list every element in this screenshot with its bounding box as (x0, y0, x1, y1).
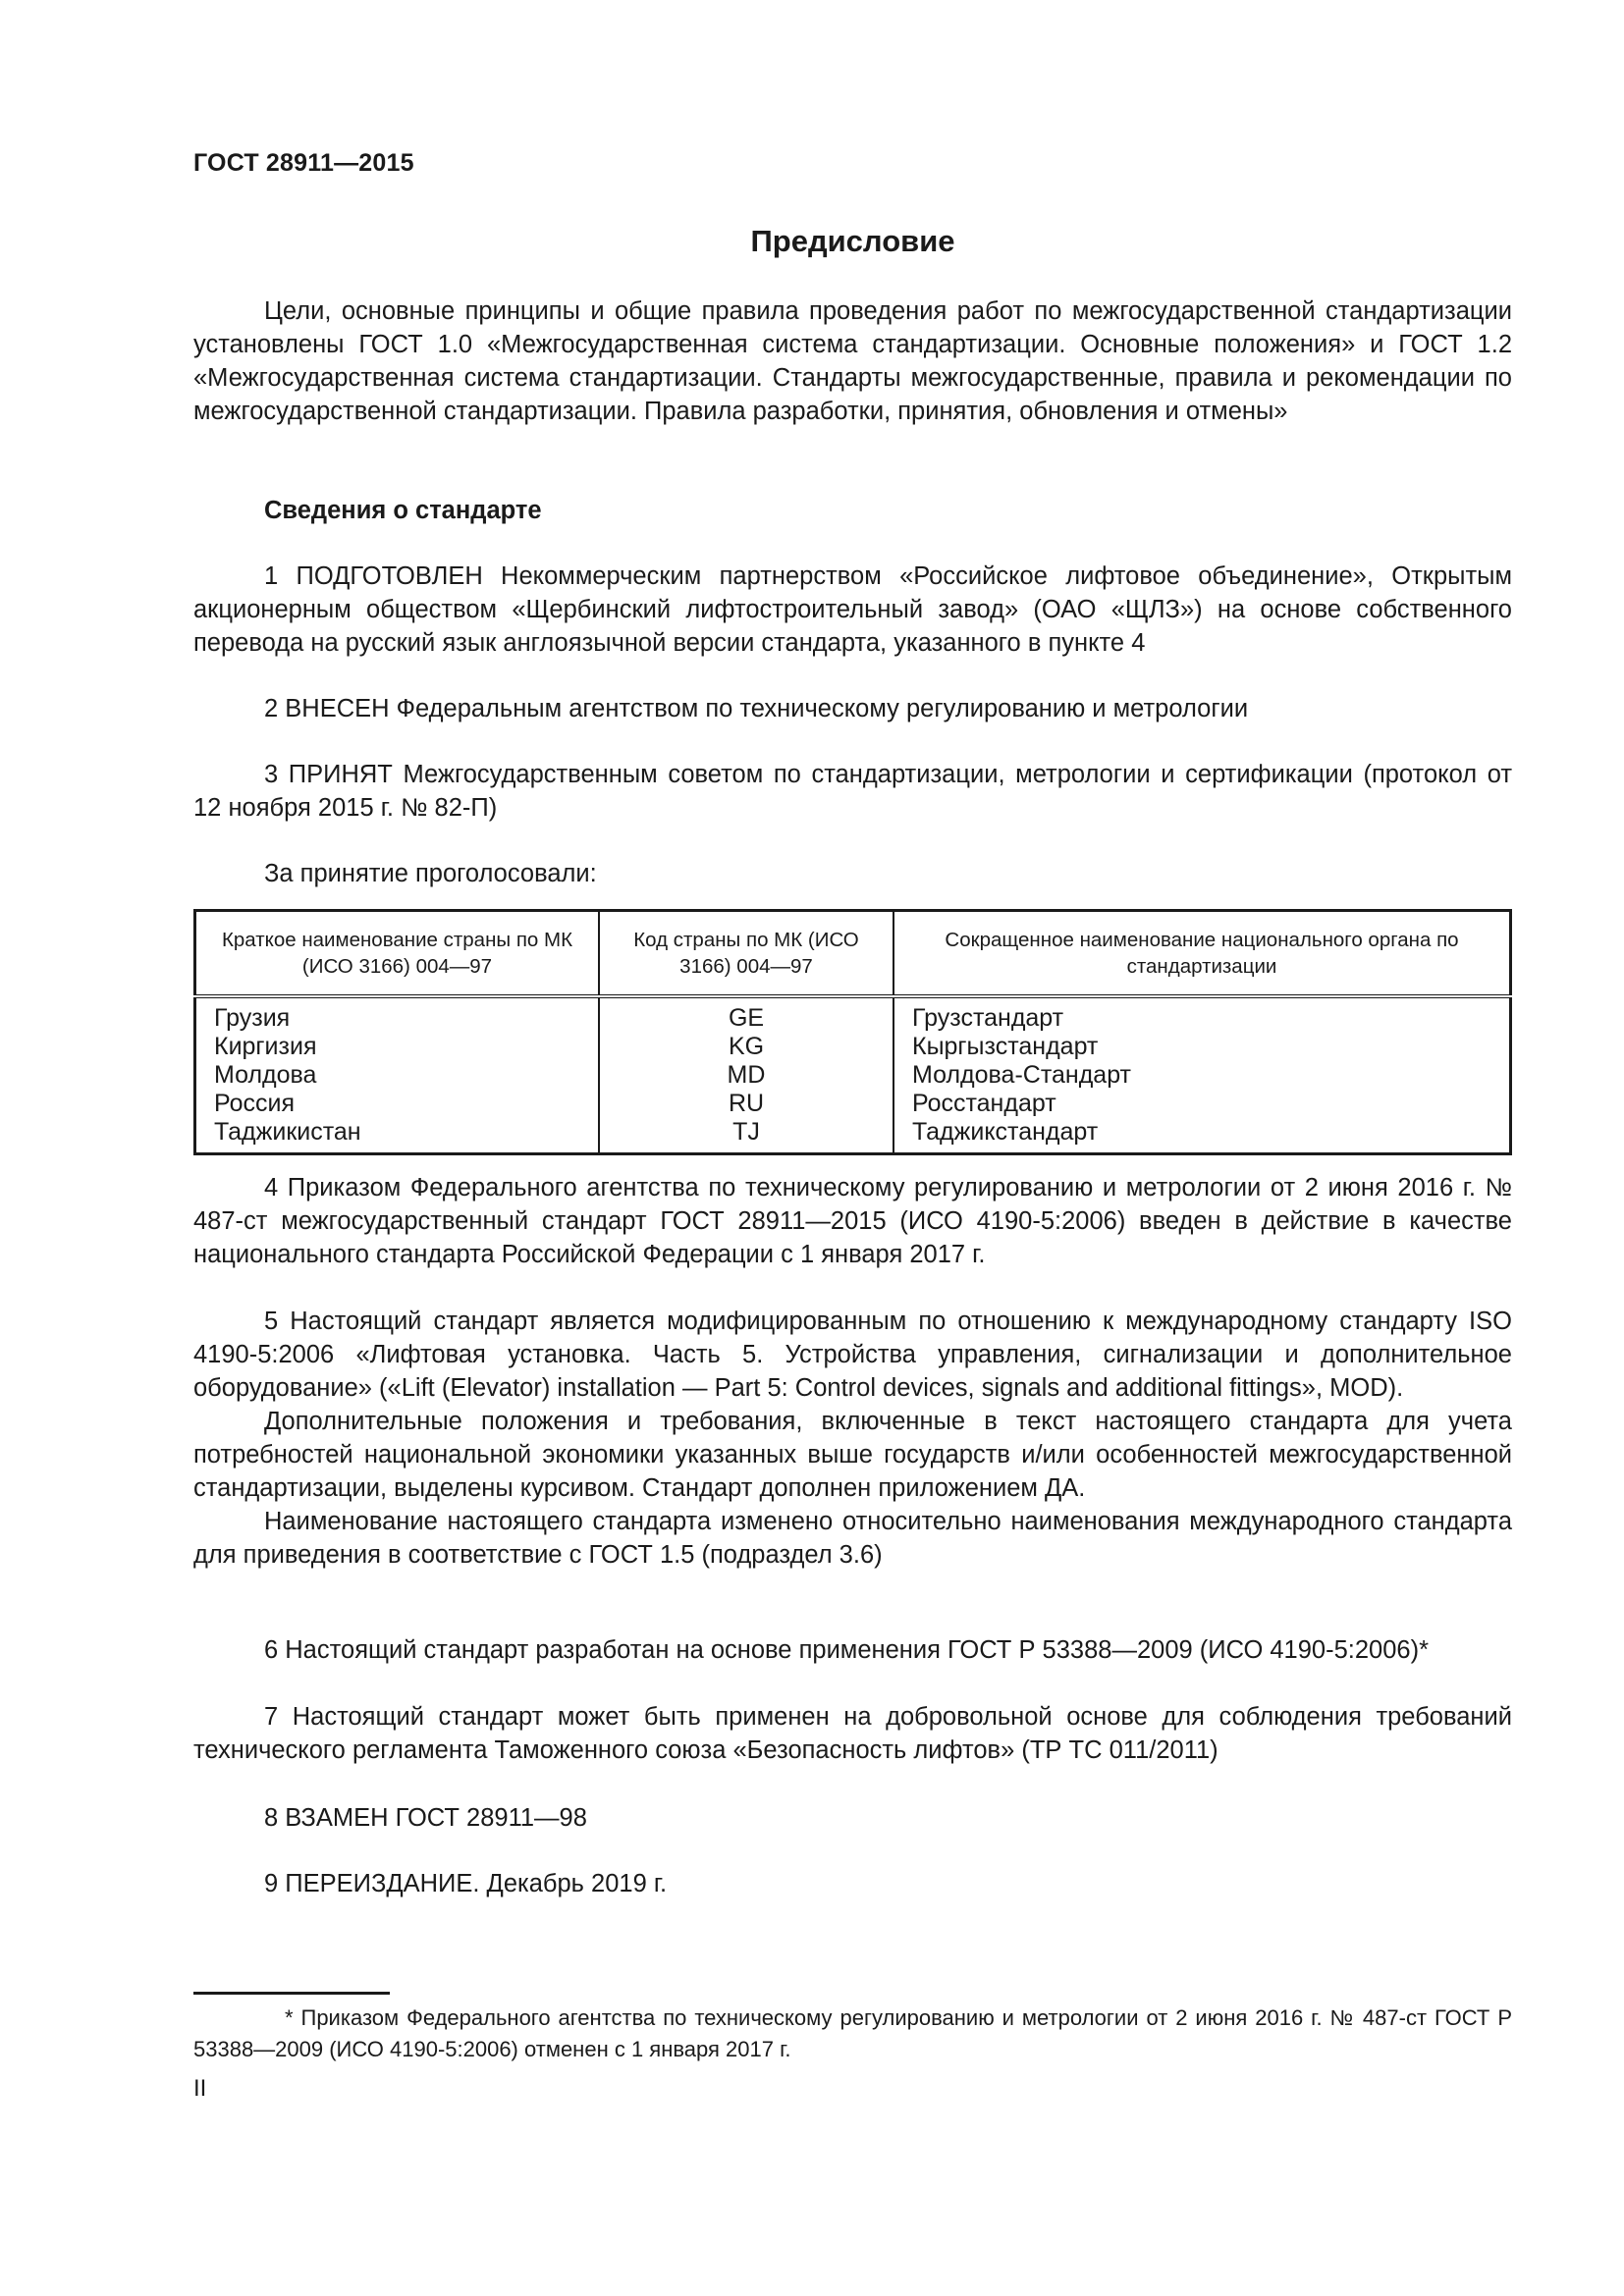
item-2: 2 ВНЕСЕН Федеральным агентством по техническому регулированию и метрологии (264, 695, 1249, 722)
table-cell: Грузия (214, 1004, 291, 1032)
table-cell: Молдова (214, 1061, 317, 1089)
item-3: 3 ПРИНЯТ Межгосударственным советом по стандартизации, метрологии и сертификации (протокол от 12 ноября 2015 г. № 82-П) (193, 761, 1512, 822)
vote-intro: За принятие проголосовали: (264, 860, 597, 887)
column-countries (195, 996, 600, 1154)
intro-paragraph: Цели, основные принципы и общие правила проведения работ по межгосударственной стандартизации установлены ГОСТ 1.0 «Межгосударственная система стандартизации. Основные положения» и ГОСТ 1.2 «Межгосударственная система стандартизации. Стандарты межгосударственные, правила и рекомендации по межгосударственной стандартизации. Правила разработки, принятия, обновления и отмены» (193, 297, 1512, 425)
page-number: II (193, 2075, 207, 2102)
table-cell: GE (728, 1004, 765, 1032)
voting-table (193, 909, 1512, 1155)
table-cell: Кыргызстандарт (912, 1033, 1099, 1060)
table-cell: RU (728, 1090, 765, 1117)
page-title: Предисловие (750, 224, 955, 258)
table-cell: Росстандарт (912, 1090, 1056, 1117)
table-cell: Таджикстандарт (912, 1118, 1099, 1146)
footnote: * Приказом Федерального агентства по техническому регулированию и метрологии от 2 июня 2016 г. № 487-ст ГОСТ Р 53388—2009 (ИСО 4190-5:2006) отменен с 1 января 2017 г. (193, 2005, 1512, 2061)
item-8: 8 ВЗАМЕН ГОСТ 28911—98 (264, 1804, 587, 1832)
item-1: 1 ПОДГОТОВЛЕН Некоммерческим партнерством «Российское лифтовое объединение», Открытым акционерным обществом «Щербинский лифтостроительный завод» (ОАО «ЩЛЗ») на основе собственного перевода на русский язык англоязычной версии стандарта, указанного в пункте 4 (193, 562, 1512, 657)
item-4: 4 Приказом Федерального агентства по техническому регулированию и метрологии от 2 июня 2016 г. № 487-ст межгосударственный стандарт ГОСТ 28911—2015 (ИСО 4190-5:2006) введен в действие в качестве национального стандарта Российской Федерации с 1 января 2017 г. (193, 1174, 1512, 1268)
table-cell: Таджикистан (214, 1118, 361, 1146)
table-header-row (195, 911, 1511, 997)
column-agencies (893, 996, 1511, 1154)
table-header-country: Краткое наименование страны по МК (ИСО 3166) 004—97 (195, 911, 600, 997)
table-cell: TJ (732, 1118, 760, 1146)
column-codes (599, 996, 893, 1154)
table-cell: MD (727, 1061, 766, 1089)
table-cell: Россия (214, 1090, 295, 1117)
table-cell: Грузстандарт (912, 1004, 1064, 1032)
table-header-code: Код страны по МК (ИСО 3166) 004—97 (599, 911, 893, 997)
item-9: 9 ПЕРЕИЗДАНИЕ. Декабрь 2019 г. (264, 1870, 668, 1897)
item-7: 7 Настоящий стандарт может быть применен на добровольной основе для соблюдения требований технического регламента Таможенного союза «Безопасность лифтов» (ТР ТС 011/2011) (193, 1703, 1512, 1764)
table-body (195, 996, 1511, 1154)
document-code: ГОСТ 28911—2015 (193, 149, 414, 177)
table-cell: Киргизия (214, 1033, 317, 1060)
item-6: 6 Настоящий стандарт разработан на основе применения ГОСТ Р 53388—2009 (ИСО 4190-5:2006)* (264, 1636, 1429, 1664)
footnote-divider (193, 1992, 390, 1995)
section-subheading: Сведения о стандарте (264, 497, 542, 524)
table-header-agency: Сокращенное наименование национального органа по стандартизации (893, 911, 1511, 997)
table-cell: KG (728, 1033, 765, 1060)
item-5: 5 Настоящий стандарт является модифицированным по отношению к международному стандарту ISO 4190-5:2006 «Лифтовая установка. Часть 5. Устройства управления, сигнализации и дополнительное оборудование» («Lift (Elevator) installation — Part 5: Control devices, signals and additional fittings», MOD). Дополнительные положения и требования, включенные в текст настоящего стандарта для учета потребностей национальной экономики указанных выше государств и/или особенностей межгосударственной стандартизации, выделены курсивом. Стандарт дополнен приложением ДА. Наименование настоящего стандарта изменено относительно наименования международного стандарта для приведения в соответствие с ГОСТ 1.5 (подраздел 3.6) (193, 1308, 1512, 1569)
table-cell: Молдова-Стандарт (912, 1061, 1131, 1089)
